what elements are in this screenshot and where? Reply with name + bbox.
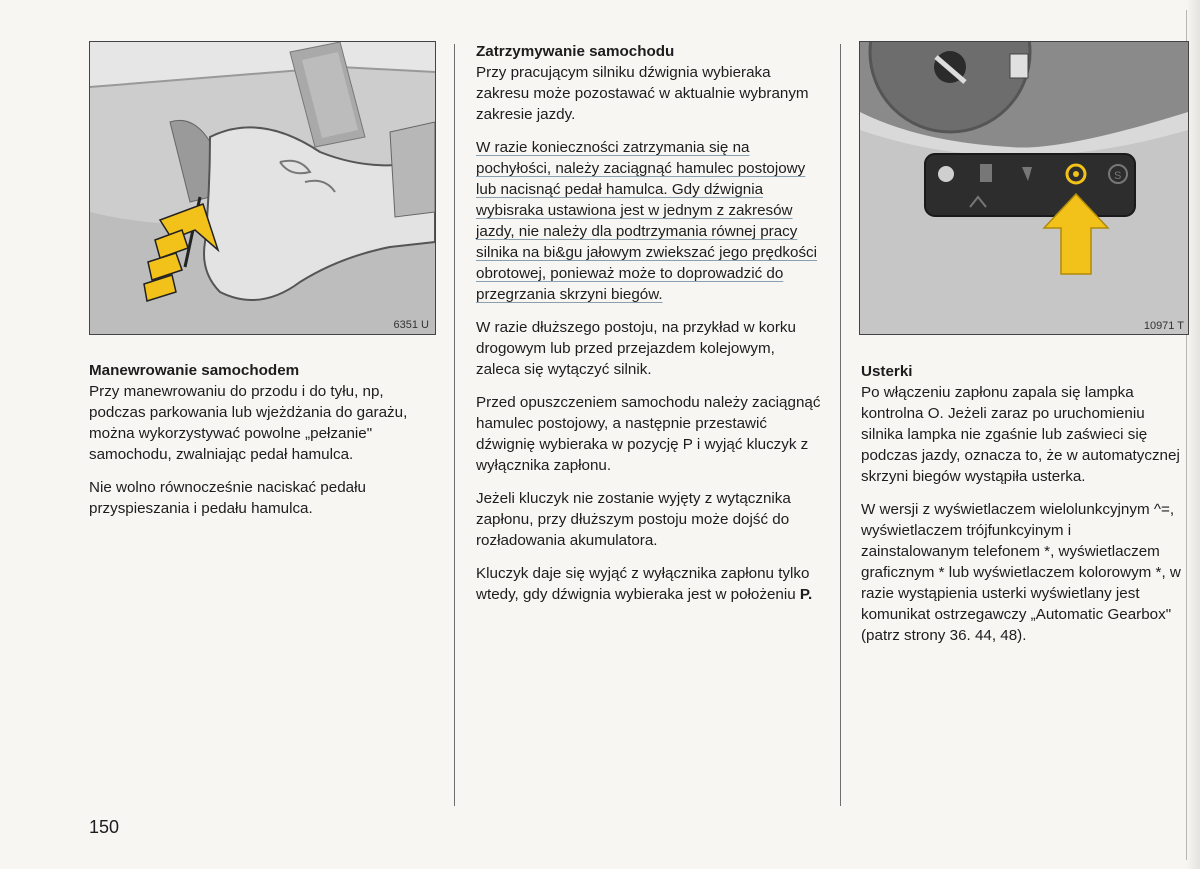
figure-code: 6351 U (393, 319, 429, 331)
section-heading: Usterki (861, 363, 913, 380)
gear-position-label: P. (799, 586, 813, 603)
right-column (861, 361, 1183, 658)
foot-on-pedal-figure (89, 41, 436, 335)
section-heading: Zatrzymywanie samochodu (476, 43, 675, 60)
foot-on-pedal-icon (90, 42, 435, 334)
column-divider-1 (454, 44, 455, 806)
paragraph-text: Kluczyk daje się wyjąć z wyłącznika zapłonu tylko wtedy, gdy dźwignia wybieraka jest w położeniu (476, 565, 810, 603)
column-divider-2 (840, 44, 841, 806)
warning-paragraph: W razie konieczności zatrzymania się na pochyłości, należy zaciągnąć hamulec postojowy lub nacisnąć pedał hamulca. Gdy dźwignia wybisraka ustawiona jest w jednym z zakresów jazdy, nie należy dla podtrzymania równej pracy silnika na bi&gu jałowym zwiekszać jego prędkości obrotowej, ponieważ może to doprowadzić do przegrzania skrzyni biegów. (476, 139, 818, 303)
paragraph: Nie wolno równocześnie naciskać pedału przyspieszania i pedału hamulca. (89, 479, 366, 517)
paragraph: Przed opuszczeniem samochodu należy zaciągnąć hamulec postojowy, a następnie przestawić dźwignię wybieraka w pozycję P i wyjąć kluczyk z wyłącznika zapłonu. (476, 394, 821, 474)
middle-column (476, 41, 821, 617)
warning-lamp-figure (859, 41, 1189, 335)
gearbox-warning-lamp-icon (860, 42, 1188, 334)
paragraph: Po włączeniu zapłonu zapala się lampka kontrolna O. Jeżeli zaraz po uruchomieniu silnika lampka nie zgaśnie lub zaświeci się podczas jazdy, oznacza to, że w automatycznej skrzyni biegów wystąpiła usterka. (861, 384, 1180, 485)
svg-text:S: S (1114, 170, 1122, 182)
paragraph: Przy pracującym silniku dźwignia wybieraka zakresu może pozostawać w aktualnie wybranym zakresie jazdy. (476, 64, 809, 123)
paragraph: Jeżeli kluczyk nie zostanie wyjęty z wytącznika zapłonu, przy dłuższym postoju może dojść do rozładowania akumulatora. (476, 490, 791, 549)
section-heading: Manewrowanie samochodem (89, 362, 300, 379)
page-number: 150 (89, 817, 120, 837)
paragraph: W wersji z wyświetlaczem wielolunkcyjnym ^=, wyświetlaczem trójfunkcyinym i zainstalowanym telefonem *, wyświetlaczem graficznym * lub wyświetlaczem kolorowym *, w razie wystąpienia usterki wyświetlany jest komunikat ostrzegawczy „Automatic Gearbox" (patrz strony 36. 44, 48). (861, 501, 1181, 644)
figure-code: 10971 T (1143, 320, 1184, 332)
left-column (89, 360, 419, 531)
paragraph (476, 563, 821, 605)
paragraph: W razie dłuższego postoju, na przykład w korku drogowym lub przed przejazdem kolejowym, zaleca się wytączyć silnik. (476, 319, 796, 378)
paragraph: Przy manewrowaniu do przodu i do tyłu, np, podczas parkowania lub wjeżdżania do garażu, można wykorzystywać powolne „pełzanie" samochodu, zwalniając pedał hamulca. (89, 383, 408, 463)
